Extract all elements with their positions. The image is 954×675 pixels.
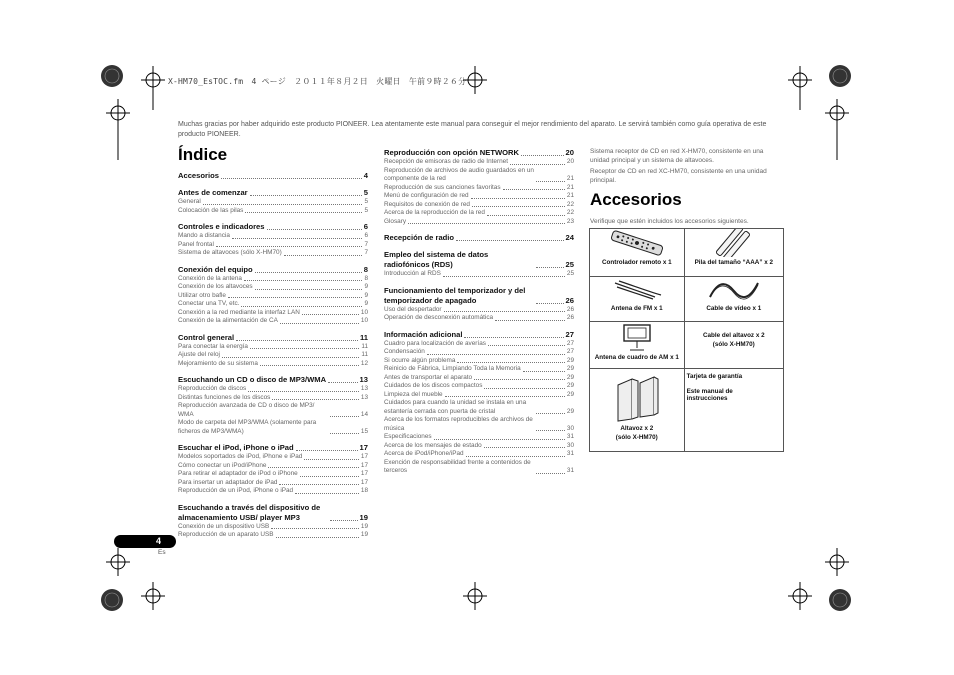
toc-subentry [384,184,574,193]
toc-page-number: 29 [566,373,574,381]
toc-entry-label: Cuadro para localización de averías [384,339,486,347]
toc-page-number: 10 [360,317,368,324]
toc-entry-label: Especificaciones [384,433,432,440]
toc-leader-dots [203,204,363,205]
toc-entry-label: Mando a distancia [178,232,230,239]
toc-subentry [178,343,368,352]
toc-leader-dots [300,476,359,477]
toc-entry-label: Para conectar la energía [178,342,248,350]
accessory-remote [590,229,685,277]
toc-entry-label: Accesorios [178,171,219,180]
toc-page-number: 17 [360,478,368,486]
toc-entry-label: Acerca de los formatos reproducibles de archivos de música [384,416,533,432]
toc-subentry [384,314,574,323]
video-cable-label: Cable de vídeo x 1 [706,305,762,312]
index-title: Índice [178,145,228,164]
toc-page-number: 18 [360,487,368,494]
toc-page-number: 26 [566,314,574,321]
toc-subentry [384,192,574,201]
toc-leader-dots [250,195,362,196]
crosshair-mark [106,99,130,127]
toc-entry-label: Menú de configuración de red [384,192,469,199]
toc-page-number: 30 [566,424,574,432]
toc-leader-dots [280,323,359,324]
toc-subentry [178,419,368,436]
toc-entry-label: Glosary [384,217,407,225]
toc-leader-dots [484,388,564,389]
toc-entry-label: Reproducción de un aparato USB [178,531,274,538]
toc-subentry [178,479,368,488]
toc-leader-dots [244,280,362,281]
toc-entry-label: Antes de comenzar [178,188,248,197]
toc-leader-dots [222,357,359,358]
toc-leader-dots [248,391,359,392]
toc-page-number: 10 [360,308,368,316]
fm-antenna-label: Antena de FM x 1 [610,305,663,312]
toc-entry-label: Conexión del equipo [178,264,253,274]
toc-leader-dots [276,537,359,538]
toc-entry-label: Recepción de radio [384,233,455,242]
toc-leader-dots [295,493,359,494]
toc-subentry [384,382,574,391]
toc-leader-dots [444,311,565,312]
accessories-note: Verifique que estén incluidos los accesorios siguientes. [590,218,749,225]
toc-page-number: 24 [565,233,574,242]
toc-entry-label: Escuchando un CD o disco de MP3/WMA [178,375,327,384]
toc-page-number: 26 [566,305,574,313]
toc-leader-dots [427,354,565,355]
speakers-note: (sólo X-HM70) [615,434,658,441]
toc-entry-label: Modelos soportados de iPod, iPhone e iPad [178,453,303,460]
toc-page-number: 25 [566,270,574,277]
file-header: X-HM70_EsTOC.fm 4 ページ ２０１１年８月２日 火曜日 午前９時２６分 [168,77,467,86]
toc-page-number: 9 [364,283,368,290]
toc-page-number: 21 [566,175,574,182]
toc-leader-dots [503,189,565,190]
toc-page-number: 23 [566,217,574,225]
toc-page-number: 6 [363,222,368,231]
toc-entry-label: Panel frontal [178,240,214,248]
toc-leader-dots [216,246,363,247]
toc-subentry [384,201,574,210]
toc-entry-label: Reproducción avanzada de CD o disco de MP3/ WMA [178,402,315,418]
page-language: Es [158,549,166,556]
toc-subentry [384,158,574,167]
toc-page-number: 15 [360,427,368,435]
toc-page-number: 31 [566,433,574,440]
speaker-icon [612,375,662,423]
toc-page-number: 27 [566,348,574,355]
toc-subentry [384,357,574,366]
toc-entry-label: Mejoramiento de su sistema [178,359,258,367]
toc-leader-dots [272,399,359,400]
toc-leader-dots [245,212,362,213]
intro-text: Muchas gracias por haber adquirido este producto PIONEER. Lea atentamente este manual para conseguir el mejor rendimiento del aparato. Le servirá también como guía operativa de este producto PIONEER. [178,121,767,138]
intro-x-hm70: Sistema receptor de CD en red X-HM70, consistente en una unidad principal y un sistema de altavoces. [590,148,764,164]
am-loop-antenna-icon [612,322,662,352]
toc-leader-dots [471,198,565,199]
toc-page-number: 5 [363,188,368,197]
toc-entry-label: Escuchando a través del dispositivo de almacenamiento USB/ player MP3 [178,502,321,522]
crosshair-mark [141,582,165,610]
toc-entry-label: Acerca de iPod/iPhone/iPad [384,450,464,457]
toc-section-entry [178,222,368,232]
toc-subentry [178,394,368,403]
toc-page-number: 13 [360,393,368,401]
toc-page-number: 17 [360,461,368,469]
toc-leader-dots [232,238,363,239]
toc-page-number: 29 [566,365,574,372]
toc-page-number: 19 [359,512,368,522]
toc-page-number: 26 [565,295,574,305]
toc-subentry [178,360,368,369]
toc-subentry [178,249,368,258]
toc-entry-label: Acerca de la reproducción de la red [384,209,485,216]
toc-leader-dots [466,456,565,457]
toc-entry-label: Empleo del sistema de datos radiofónicos (RDS) [384,250,489,269]
toc-entry-label: Limpieza del mueble [384,390,443,398]
crosshair-mark [141,66,165,94]
toc-entry-label: Información adicional [384,329,463,339]
toc-page-number: 30 [566,441,574,449]
toc-page-number: 8 [364,274,368,282]
toc-page-number: 19 [360,522,368,530]
toc-subentry [178,232,368,241]
remote-control-icon [607,229,667,257]
am-antenna-label: Antena de cuadro de AM x 1 [594,354,679,361]
toc-subentry [178,275,368,284]
toc-section-entry [384,250,574,270]
toc-leader-dots [484,447,565,448]
toc-entry-label: Antes de transportar el aparato [384,373,473,381]
toc-leader-dots [279,484,358,485]
toc-entry-label: Cómo conectar un iPod/iPhone [178,461,267,469]
video-cable-icon [704,277,764,303]
accessories-title: Accesorios [590,190,682,209]
toc-entry-label: Conexión a la red mediante la interfaz LAN [178,308,300,316]
toc-page-number: 29 [566,390,574,398]
toc-subentry [178,198,368,207]
toc-subentry [178,292,368,301]
toc-page-number: 20 [565,148,574,157]
toc-subentry [178,207,368,216]
toc-page-number: 29 [566,407,574,415]
accessories-intro [590,147,784,185]
toc-leader-dots [302,314,359,315]
toc-entry-label: Exención de responsabilidad frente a contenidos de terceros [384,458,531,474]
toc-page-number: 11 [361,342,368,350]
toc-leader-dots [488,345,565,346]
toc-entry-label: Modo de carpeta del MP3/WMA (solamente para ficheros de MP3/WMA) [178,419,317,435]
toc-entry-label: Reproducción de archivos de audio guardados en un componente de la red [384,166,534,182]
toc-subentry [384,167,574,184]
toc-leader-dots [241,306,362,307]
toc-page-number: 11 [361,351,368,358]
accessory-speaker-cable [684,322,783,369]
toc-leader-dots [304,459,359,460]
toc-subentry [384,459,574,476]
toc-entry-label: Acerca de los mensajes de estado [384,441,482,449]
toc-section-entry [178,503,368,523]
toc-leader-dots [536,303,564,304]
toc-page-number: 5 [364,198,368,205]
toc-subentry [178,402,368,419]
toc-entry-label: Requisitos de conexión de red [384,200,470,208]
crosshair-mark [463,582,487,610]
toc-leader-dots [228,297,362,298]
toc-subentry [384,348,574,357]
toc-section-entry [384,233,574,243]
toc-page-number: 12 [360,359,368,367]
toc-leader-dots [536,267,564,268]
toc-entry-label: Conectar una TV, etc. [178,300,240,307]
toc-subentry [178,453,368,462]
toc-entry-label: Ajuste del reloj [178,351,220,358]
toc-leader-dots [271,528,359,529]
toc-page-number: 21 [566,192,574,199]
toc-entry-label: Reproducción de un iPod, iPhone o iPad [178,487,294,494]
toc-leader-dots [296,450,358,451]
toc-leader-dots [536,413,565,414]
toc-leader-dots [474,379,565,380]
toc-page-number: 17 [360,453,368,460]
toc-entry-label: Reproducción de discos [178,385,247,392]
toc-subentry [384,442,574,451]
toc-subentry [178,241,368,250]
crosshair-mark [788,582,812,610]
toc-leader-dots [284,255,363,256]
toc-leader-dots [408,223,565,224]
toc-subentry [384,374,574,383]
toc-page-number: 7 [364,240,368,248]
toc-subentry [384,399,574,416]
speaker-cable-note: (sólo X-HM70) [712,341,755,348]
toc-section-entry [178,333,368,343]
toc-entry-label: Si ocurre algún problema [384,356,456,364]
manual-label-1: Este manual de [686,388,733,395]
toc-leader-dots [536,473,565,474]
toc-leader-dots [536,430,565,431]
toc-entry-label: Conexión de un dispositivo USB [178,522,270,530]
toc-page-number: 13 [360,385,368,392]
toc-page-number: 29 [566,356,574,364]
toc-page-number: 13 [359,375,368,384]
toc-page-number: 19 [360,531,368,538]
toc-leader-dots [434,439,565,440]
toc-subentry [384,340,574,349]
remote-label: Controlador remoto x 1 [601,259,672,266]
toc-subentry [178,300,368,309]
toc-subentry [178,309,368,318]
battery-icon [709,229,759,257]
toc-entry-label: Introducción al RDS [384,270,441,277]
crosshair-mark [825,99,849,127]
crosshair-mark [825,548,849,576]
toc-entry-label: Cuidados para cuando la unidad se instala en una estantería cerrada con puerta de cristal [384,399,527,415]
toc-leader-dots [523,371,565,372]
toc-leader-dots [521,155,564,156]
toc-leader-dots [330,416,359,417]
toc-page-number: 20 [566,158,574,165]
toc-leader-dots [510,164,565,165]
toc-leader-dots [267,229,362,230]
toc-entry-label: Controles e indicadores [178,222,265,231]
crosshair-mark [788,66,812,94]
accessory-speakers [590,369,685,452]
accessory-fm-antenna [590,277,685,322]
accessory-documents [684,369,783,452]
toc-subentry [178,351,368,360]
toc-subentry [384,209,574,218]
toc-page-number: 27 [565,329,574,339]
toc-subentry [178,317,368,326]
toc-subentry [384,416,574,433]
toc-subentry [384,218,574,227]
toc-leader-dots [255,272,362,273]
toc-entry-label: Reinicio de Fábrica, Limpiando Toda la Memoria [384,365,521,372]
toc-leader-dots [456,240,563,241]
toc-page-number: 17 [360,470,368,477]
toc-section-entry [178,171,368,181]
toc-page-number: 6 [364,232,368,239]
toc-page-number: 4 [363,171,368,180]
page-number: 4 [156,536,162,546]
toc-leader-dots [487,215,565,216]
toc-section-entry [178,443,368,453]
toc-entry-label: Cuidados de los discos compactos [384,382,483,389]
toc-leader-dots [330,520,358,521]
speakers-label: Altavoz x 2 [620,425,654,432]
toc-entry-label: Sistema de altavoces (sólo X-HM70) [178,249,282,256]
toc-entry-label: Distintas funciones de los discos [178,393,271,401]
toc-entry-label: Funcionamiento del temporizador y del temporizador de apagado [384,285,526,305]
toc-page-number: 22 [566,209,574,216]
toc-entry-label: Colocación de las pilas [178,206,244,214]
toc-entry-label: Uso del despertador [384,305,442,313]
toc-page-number: 9 [364,300,368,307]
accessory-am-antenna [590,322,685,369]
crosshair-mark [106,548,130,576]
toc-section-entry [178,375,368,385]
toc-subentry [384,270,574,279]
toc-section-entry [178,265,368,275]
toc-leader-dots [260,365,359,366]
toc-leader-dots [236,340,358,341]
toc-leader-dots [457,362,564,363]
toc-entry-label: Reproducción con opción NETWORK [384,148,519,157]
toc-page-number: 21 [566,183,574,191]
toc-leader-dots [328,382,357,383]
toc-page-number: 31 [566,450,574,457]
toc-page-number: 22 [566,200,574,208]
toc-subentry [178,523,368,532]
toc-subentry [384,391,574,400]
toc-entry-label: Para insertar un adaptador de iPad [178,478,278,486]
toc-leader-dots [250,348,359,349]
toc-entry-label: Conexión de la antena [178,274,242,282]
toc-page-number: 14 [360,410,368,418]
toc-entry-label: Para retirar el adaptador de iPod o iPhone [178,470,298,477]
toc-leader-dots [255,289,363,290]
toc-page-number: 17 [359,443,368,452]
toc-entry-label: Escuchar el iPod, iPhone o iPad [178,443,294,452]
accessories-table [589,228,784,452]
toc-page-number: 25 [565,260,574,269]
toc-entry-label: Conexión de la alimentación de CA [178,317,278,324]
fm-antenna-icon [607,277,667,303]
toc-subentry [384,450,574,459]
manual-label-2: instrucciones [686,395,728,402]
toc-page-number: 8 [363,264,368,274]
toc-subentry [178,462,368,471]
accessory-batteries [684,229,783,277]
accessory-video-cable [684,277,783,322]
speaker-cable-label: Cable del altavoz x 2 [702,332,765,339]
toc-section-entry [384,148,574,158]
toc-leader-dots [443,276,565,277]
toc-section-entry [178,188,368,198]
toc-leader-dots [445,396,565,397]
index-column-1 [178,171,368,540]
toc-leader-dots [464,337,563,338]
toc-entry-label: Utilizar otro bafle [178,291,226,299]
toc-leader-dots [330,433,359,434]
toc-subentry [178,283,368,292]
toc-leader-dots [495,320,565,321]
toc-subentry [178,487,368,496]
intro-xc-hm70: Receptor de CD en red XC-HM70, consistente en una unidad principal. [590,168,767,184]
toc-leader-dots [472,206,565,207]
warranty-label: Tarjeta de garantía [686,373,743,380]
toc-subentry [384,433,574,442]
toc-entry-label: Conexión de los altavoces [178,283,253,290]
toc-subentry [178,531,368,540]
toc-page-number: 7 [364,249,368,256]
toc-page-number: 27 [566,339,574,347]
toc-subentry [384,306,574,315]
crosshair-mark [463,66,487,94]
batteries-label: Pila del tamaño “AAA” x 2 [694,259,773,266]
toc-page-number: 9 [364,291,368,299]
toc-subentry [178,385,368,394]
index-column-2 [384,148,574,476]
toc-subentry [384,365,574,374]
toc-section-entry [384,330,574,340]
toc-entry-label: Operación de desconexión automática [384,314,494,321]
toc-page-number: 31 [566,467,574,474]
toc-page-number: 11 [359,332,368,342]
toc-entry-label: Reproducción de sus canciones favoritas [384,183,501,191]
toc-page-number: 29 [566,382,574,389]
toc-subentry [178,470,368,479]
toc-leader-dots [536,181,565,182]
toc-leader-dots [268,467,358,468]
toc-entry-label: Recepción de emisoras de radio de Internet [384,158,508,165]
toc-entry-label: Control general [178,332,235,342]
toc-section-entry [384,286,574,306]
page-tab [114,535,176,548]
toc-leader-dots [221,178,362,179]
toc-entry-label: General [178,198,201,205]
toc-entry-label: Condensación [384,348,425,355]
toc-page-number: 5 [364,206,368,214]
